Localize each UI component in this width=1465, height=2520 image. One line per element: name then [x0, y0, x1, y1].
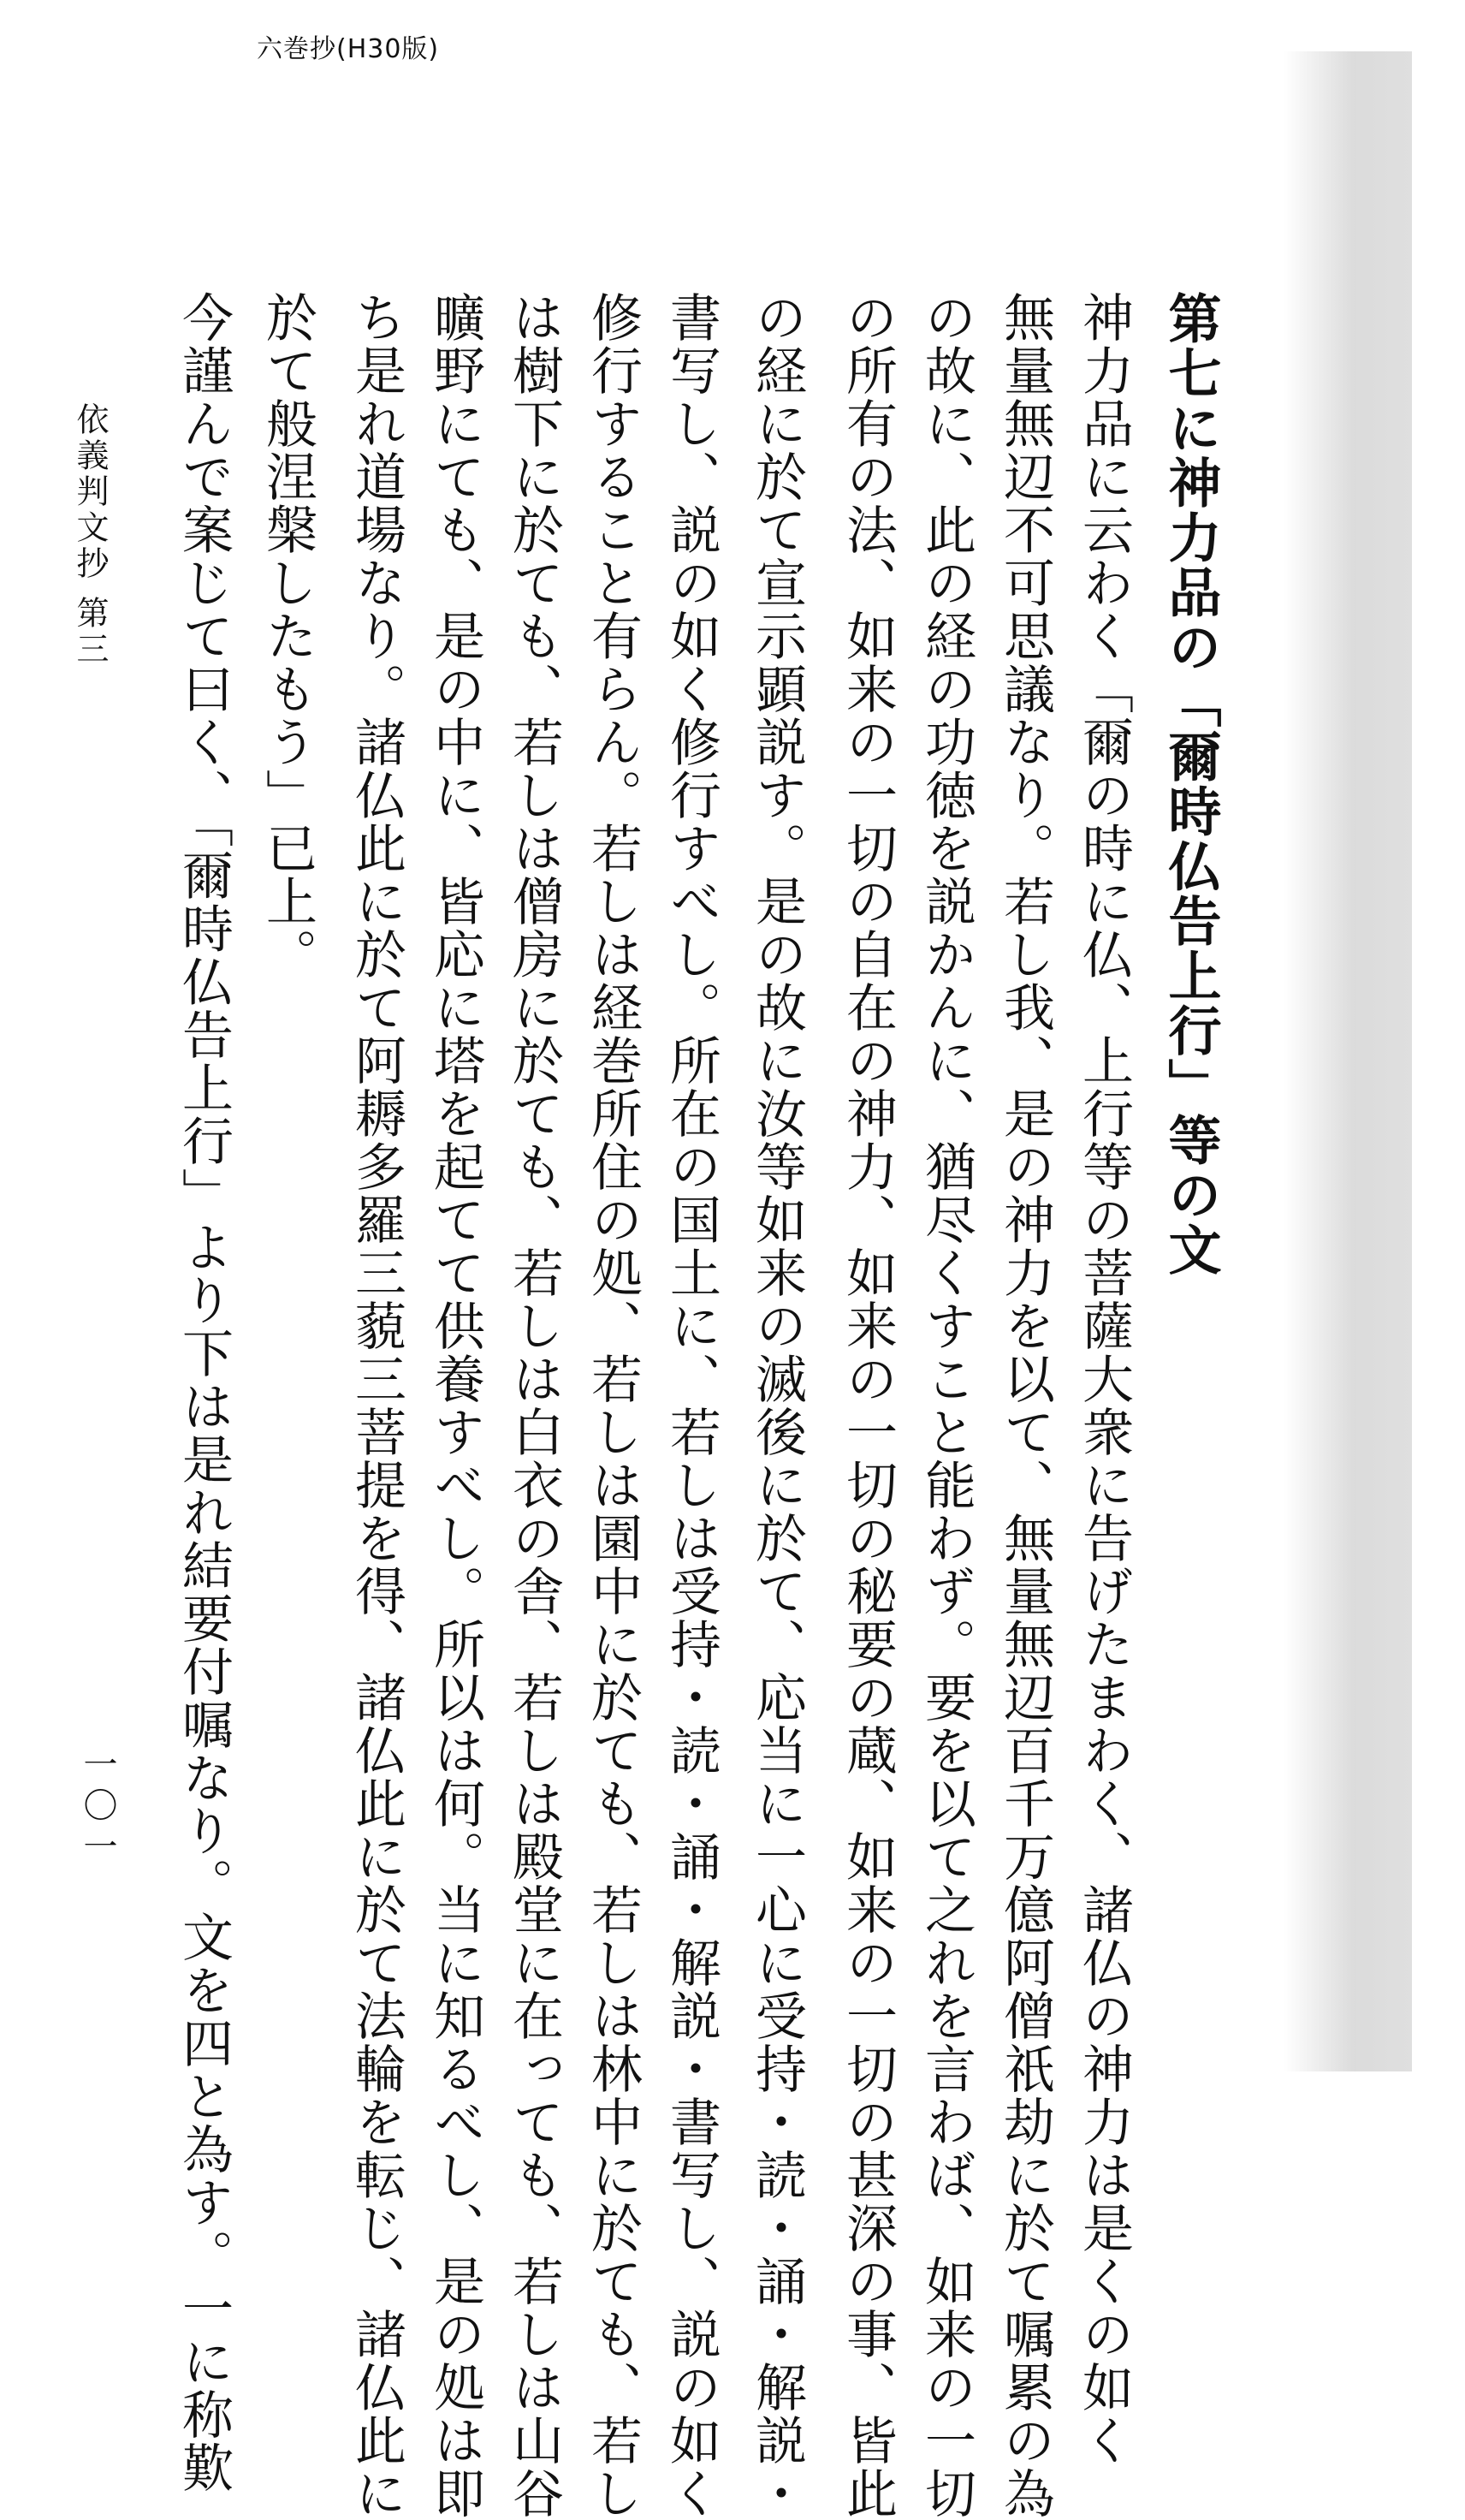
section-footer: 依義判文抄 第三: [71, 402, 109, 669]
page-number: 一〇一: [78, 1746, 117, 1869]
section-heading: 第七に神力品の「爾時仏告上行」等の文: [1160, 291, 1222, 1277]
text-column: 神力品に云わく「爾の時に仏、上行等の菩薩大衆に告げたまわく、諸仏の神力は是くの如く: [1074, 291, 1134, 2467]
text-column: 書写し、説の如く修行すべし。所在の国土に、若しは受持・読・誦・解説・書写し、説の如く: [661, 291, 721, 2520]
text-column: ち是れ道場なり。諸仏此に於て阿耨多羅三藐三菩提を得、諸仏此に於て法輪を転じ、諸仏此に: [347, 291, 406, 2520]
book-title-header: 六巻抄(H30版): [257, 34, 440, 64]
text-column: 於て般涅槃したもう」已上。: [258, 291, 317, 981]
text-column: の故に、此の経の功徳を説かんに、猶尽くすこと能わず。要を以て之れを言わば、如来の一切: [916, 291, 976, 2520]
text-column: 曠野にても、是の中に、皆応に塔を起てて供養すべし。所以は何。当に知るべし、是の処は即: [425, 291, 485, 2520]
text-column: 今謹んで案じて曰く、「爾時仏告上行」より下は是れ結要付嘱なり。文を四と為す。一に称歎: [174, 291, 234, 2494]
text-column: の所有の法、如来の一切の自在の神力、如来の一切の秘要の蔵、如来の一切の甚深の事、皆此: [838, 291, 898, 2520]
scan-edge-shadow: [1284, 51, 1412, 2071]
text-column: 修行すること有らん。若しは経巻所住の処、若しは園中に於ても、若しは林中に於ても、若し: [583, 291, 643, 2520]
text-column: の経に於て宣示顕説す。是の故に汝等如来の滅後に於て、応当に一心に受持・読・誦・解説・: [747, 291, 807, 2520]
text-column: は樹下に於ても、若しは僧房に於ても、若しは白衣の舎、若しは殿堂に在っても、若しは山谷: [504, 291, 564, 2520]
text-column: 無量無辺不可思議なり。若し我、是の神力を以て、無量無辺百千万億阿僧祇劫に於て嘱累の為: [995, 291, 1055, 2520]
